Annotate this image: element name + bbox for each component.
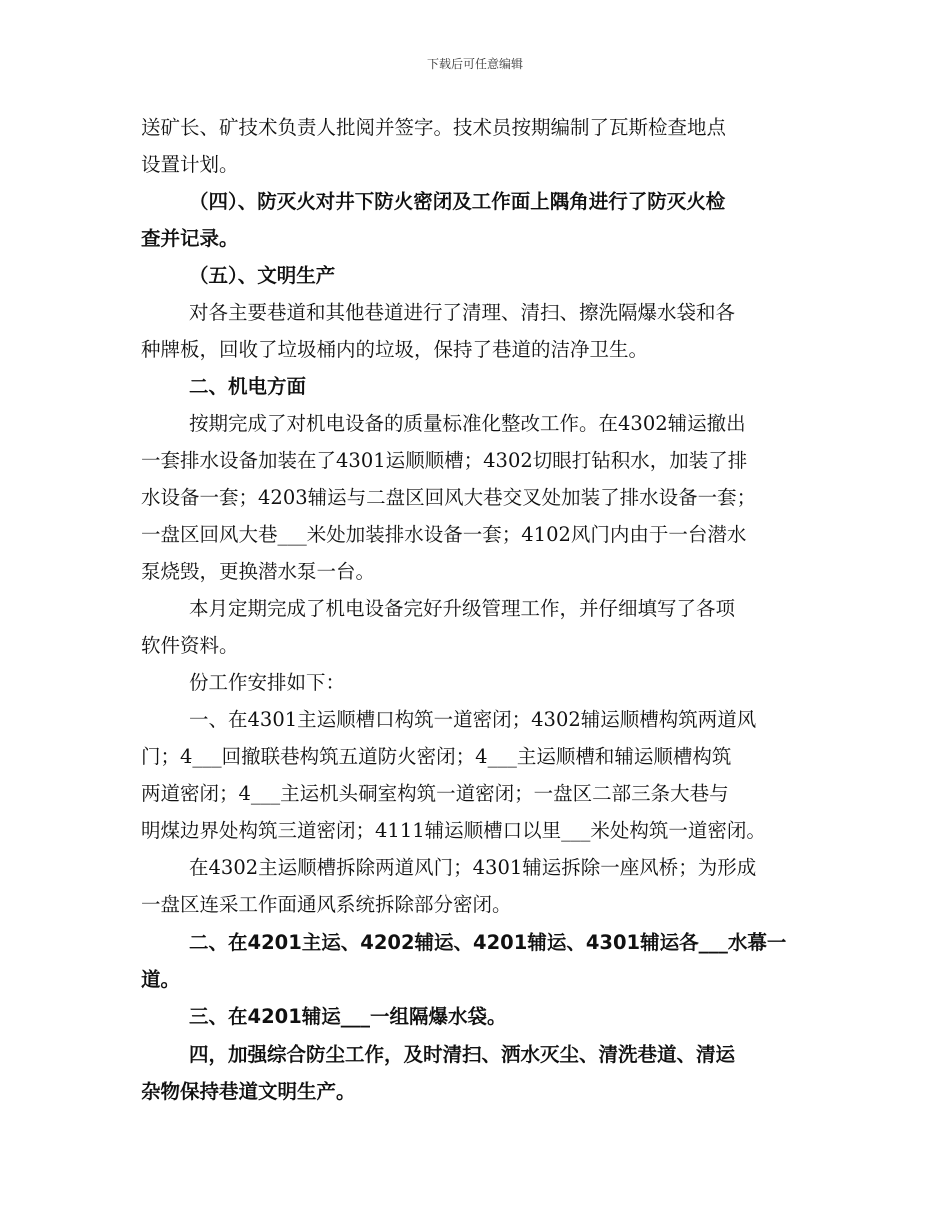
text-line: 明煤边界处构筑三道密闭；4111辅运顺槽口以里___米处构筑一道密闭。: [141, 819, 766, 842]
text-line: 二、在4201主运、4202辅运、4201辅运、4301辅运各___水幕一: [189, 931, 787, 954]
text-line: 道。: [141, 968, 181, 991]
text-line: 对各主要巷道和其他巷道进行了清理、清扫、擦洗隔爆水袋和各: [189, 301, 736, 324]
text-line: 一盘区回风大巷___米处加装排水设备一套；4102风门内由于一台潜水: [141, 523, 747, 546]
text-line: 软件资料。: [141, 634, 239, 657]
text-line: 种牌板，回收了垃圾桶内的垃圾，保持了巷道的洁净卫生。: [141, 338, 649, 361]
section-heading: 二、机电方面: [189, 375, 307, 398]
text-line: 设置计划。: [141, 153, 239, 176]
text-line: 一套排水设备加装在了4301运顺顺槽；4302切眼打钻积水，加装了排: [141, 449, 748, 472]
page-header: 下载后可任意编辑: [426, 57, 523, 71]
text-line: 四，加强综合防尘工作，及时清扫、洒水灭尘、清洗巷道、清运: [189, 1043, 736, 1066]
text-line: 三、在4201辅运___一组隔爆水袋。: [189, 1005, 507, 1028]
text-line: 一盘区连采工作面通风系统拆除部分密闭。: [141, 893, 512, 916]
text-line: （四）、防灭火对井下防火密闭及工作面上隅角进行了防灭火检: [189, 190, 726, 213]
text-line: 份工作安排如下：: [189, 671, 346, 694]
text-line: 门；4___回撤联巷构筑五道防火密闭；4___主运顺槽和辅运顺槽构筑: [141, 745, 732, 768]
text-line: 泵烧毁，更换潜水泵一台。: [141, 560, 376, 583]
text-line: 查并记录。: [141, 227, 239, 250]
text-line: 送矿长、矿技术负责人批阅并签字。技术员按期编制了瓦斯检查地点: [141, 116, 727, 139]
text-line: 杂物保持巷道文明生产。: [141, 1080, 356, 1103]
text-line: 一、在4301主运顺槽口构筑一道密闭；4302辅运顺槽构筑两道风: [189, 708, 757, 731]
text-line: 两道密闭；4___主运机头硐室构筑一道密闭；一盘区二部三条大巷与: [141, 782, 729, 805]
section-heading: （五）、文明生产: [189, 264, 336, 287]
text-line: 在4302主运顺槽拆除两道风门；4301辅运拆除一座风桥；为形成: [189, 856, 757, 879]
text-line: 水设备一套；4203辅运与二盘区回风大巷交叉处加装了排水设备一套；: [141, 486, 757, 509]
text-line: 按期完成了对机电设备的质量标准化整改工作。在4302辅运撤出: [189, 412, 746, 435]
text-line: 本月定期完成了机电设备完好升级管理工作，并仔细填写了各项: [189, 597, 736, 620]
